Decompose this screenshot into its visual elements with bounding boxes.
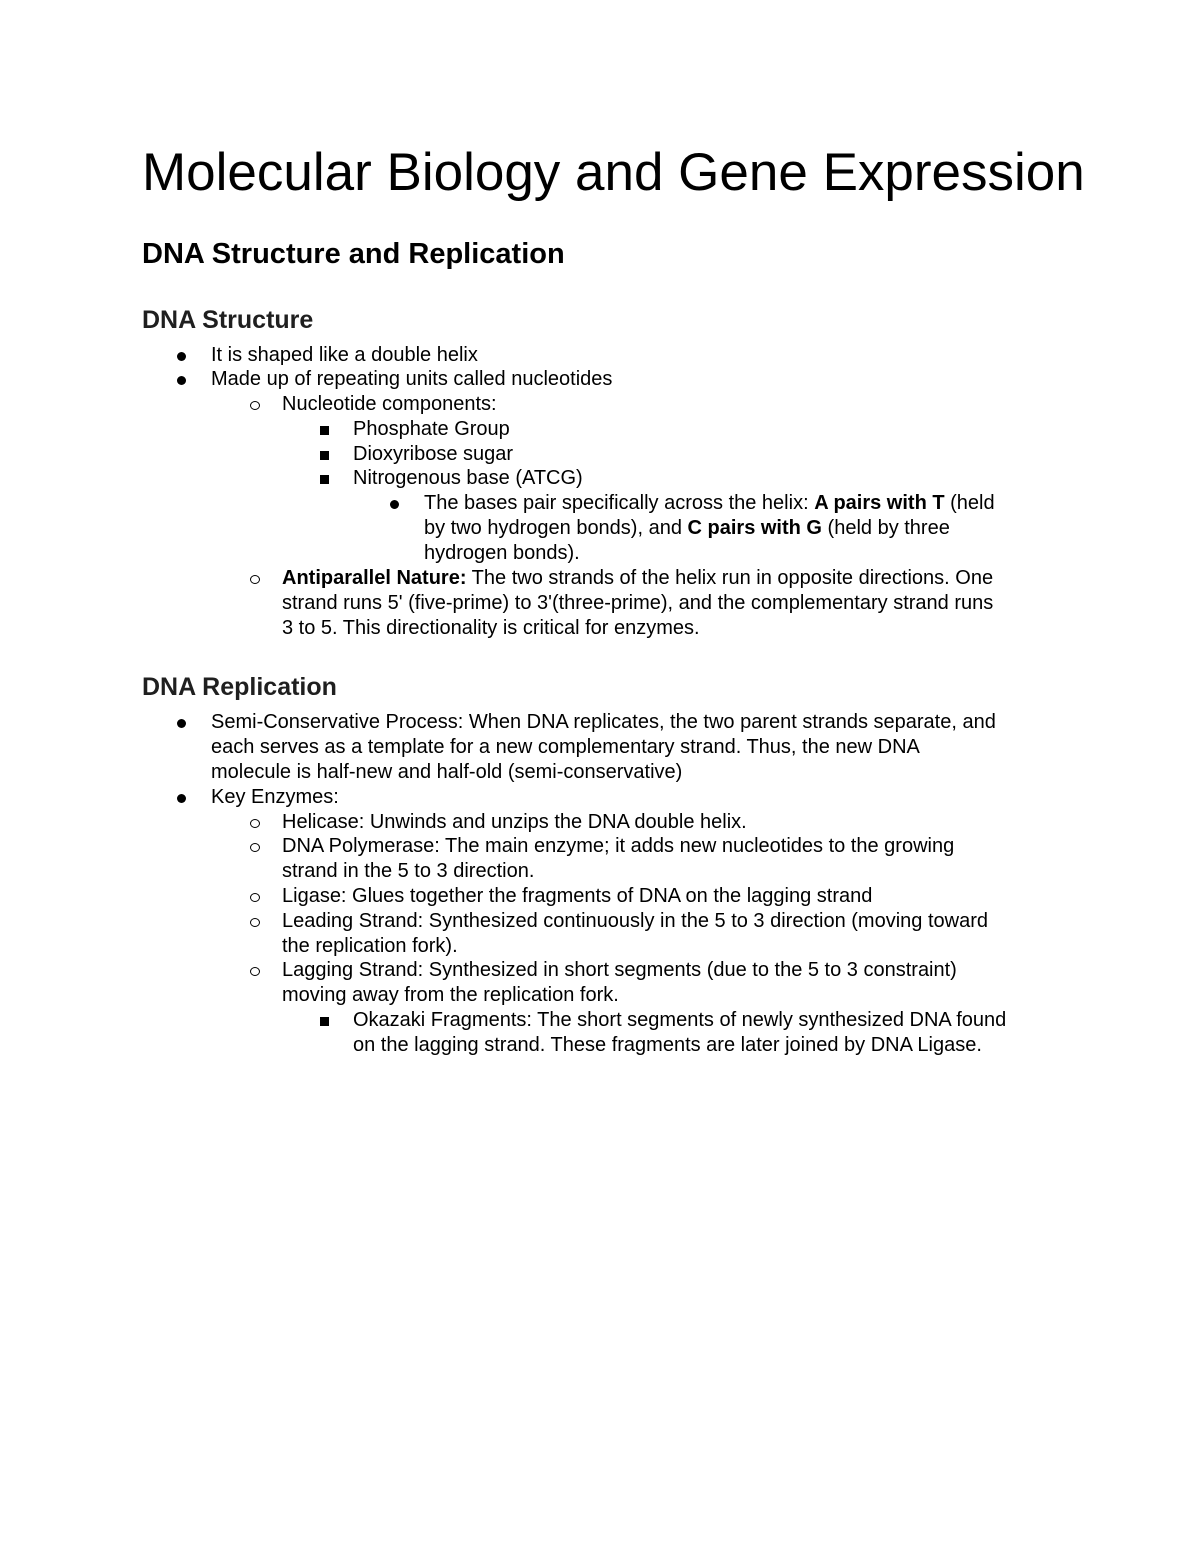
pair-text: The bases pair specifically across the helix: bbox=[424, 492, 815, 514]
list-item: Helicase: Unwinds and unzips the DNA double helix. bbox=[282, 811, 747, 833]
dna-structure-heading: DNA Structure bbox=[142, 306, 314, 334]
list-item-continuation: strand runs 5' (five-prime) to 3'(three-prime), and the complementary strand runs bbox=[282, 592, 994, 614]
disc-bullet-icon bbox=[177, 794, 186, 803]
list-item: Leading Strand: Synthesized continuously in the 5 to 3 direction (moving toward bbox=[282, 910, 988, 932]
list-item: It is shaped like a double helix bbox=[211, 344, 478, 366]
antiparallel-text: The two strands of the helix run in opposite directions. One bbox=[466, 567, 994, 589]
pair-emphasis: C pairs with G bbox=[687, 517, 822, 539]
square-bullet-icon bbox=[320, 451, 329, 460]
list-item-continuation: molecule is half-new and half-old (semi-conservative) bbox=[211, 761, 683, 783]
list-item: Nucleotide components: bbox=[282, 393, 497, 415]
list-item: Lagging Strand: Synthesized in short segments (due to the 5 to 3 constraint) bbox=[282, 959, 957, 981]
list-item: Key Enzymes: bbox=[211, 786, 339, 808]
list-item bbox=[424, 491, 995, 516]
document-title: Molecular Biology and Gene Expression bbox=[142, 143, 1085, 202]
list-item-continuation: each serves as a template for a new complementary strand. Thus, the new DNA bbox=[211, 736, 920, 758]
antiparallel-label: Antiparallel Nature: bbox=[282, 567, 467, 589]
list-item: Nitrogenous base (ATCG) bbox=[353, 467, 583, 489]
circle-bullet-icon bbox=[250, 967, 260, 976]
square-bullet-icon bbox=[320, 426, 329, 435]
section-heading: DNA Structure and Replication bbox=[142, 238, 565, 270]
circle-bullet-icon bbox=[250, 575, 260, 584]
disc-bullet-icon bbox=[177, 352, 186, 361]
list-item: Semi-Conservative Process: When DNA replicates, the two parent strands separate, and bbox=[211, 711, 996, 733]
list-item-continuation bbox=[424, 516, 950, 541]
list-item-continuation: strand in the 5 to 3 direction. bbox=[282, 860, 535, 882]
list-item: Ligase: Glues together the fragments of DNA on the lagging strand bbox=[282, 885, 873, 907]
circle-bullet-icon bbox=[250, 843, 260, 852]
list-item-continuation: 3 to 5. This directionality is critical for enzymes. bbox=[282, 617, 700, 639]
pair-text: by two hydrogen bonds), and bbox=[424, 517, 688, 539]
square-bullet-icon bbox=[320, 475, 329, 484]
list-item-continuation: on the lagging strand. These fragments are later joined by DNA Ligase. bbox=[353, 1034, 982, 1056]
disc-bullet-icon bbox=[177, 376, 186, 385]
list-item-continuation: hydrogen bonds). bbox=[424, 542, 580, 564]
pair-emphasis: A pairs with T bbox=[814, 492, 945, 514]
disc-bullet-icon bbox=[390, 500, 399, 509]
pair-text: (held by three bbox=[821, 517, 950, 539]
list-item: Dioxyribose sugar bbox=[353, 443, 514, 465]
list-item-continuation: moving away from the replication fork. bbox=[282, 984, 619, 1006]
list-item bbox=[282, 566, 993, 591]
circle-bullet-icon bbox=[250, 918, 260, 927]
list-item: Okazaki Fragments: The short segments of newly synthesized DNA found bbox=[353, 1009, 1007, 1031]
list-item: DNA Polymerase: The main enzyme; it adds new nucleotides to the growing bbox=[282, 835, 955, 857]
dna-replication-heading: DNA Replication bbox=[142, 673, 337, 701]
square-bullet-icon bbox=[320, 1017, 329, 1026]
disc-bullet-icon bbox=[177, 719, 186, 728]
pair-text: (held bbox=[944, 492, 995, 514]
circle-bullet-icon bbox=[250, 401, 260, 410]
circle-bullet-icon bbox=[250, 819, 260, 828]
list-item: Made up of repeating units called nucleotides bbox=[211, 368, 613, 390]
circle-bullet-icon bbox=[250, 893, 260, 902]
list-item-continuation: the replication fork). bbox=[282, 935, 458, 957]
list-item: Phosphate Group bbox=[353, 418, 510, 440]
